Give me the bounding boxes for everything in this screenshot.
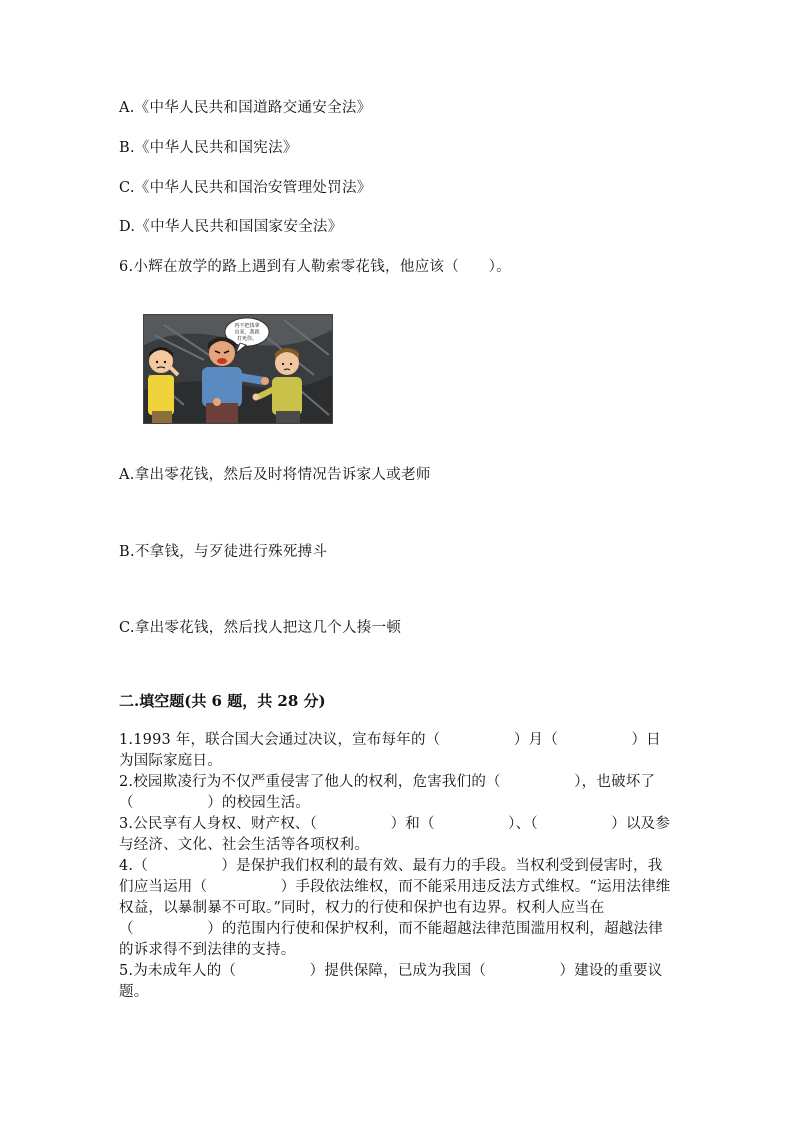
bullying-illustration — [143, 314, 333, 424]
speech-line-2: 出来，我就 — [234, 329, 260, 336]
q6-option-b: B.不拿钱，与歹徒进行殊死搏斗 — [119, 544, 328, 560]
q5-option-a: A.《中华人民共和国道路交通安全法》 — [119, 100, 372, 116]
speech-line-1: 再不把钱拿 — [234, 323, 260, 329]
fill-question-5: 5.为未成年人的（ ）提供保障，已成为我国（ ）建设的重要议题。 — [119, 963, 663, 1000]
q6-stem: 6.小辉在放学的路上遇到有人勒索零花钱，他应该（ ）。 — [119, 259, 511, 275]
fill-question-4: 4.（ ）是保护我们权利的最有效、最有力的手段。当权利受到侵害时，我们应当运用（ ）手段依法维权，而不能采用违反法方式维权。“运用法律维权益，以暴制暴不可取。”同时，权力的行使和保护也有边界。权利人应当在（ ）的范围内行使和保护权利，而不能超越法律范围滥用权利，超越法律的诉求得不到法律的支持。 — [119, 858, 671, 958]
speech-line-3: 打死你。 — [236, 336, 258, 342]
illustration-svg — [144, 315, 332, 423]
fill-question-3: 3.公民享有人身权、财产权、（ ）和（ ）、（ ）以及参与经济、文化、社会生活等各项权利。 — [119, 816, 671, 853]
q5-option-b: B.《中华人民共和国宪法》 — [119, 140, 298, 156]
fill-question-1: 1.1993 年，联合国大会通过决议，宣布每年的（ ）月（ ）日为国际家庭日。 — [119, 732, 661, 769]
q6-option-a: A.拿出零花钱，然后及时将情况告诉家人或老师 — [119, 467, 431, 483]
q5-option-c: C.《中华人民共和国治安管理处罚法》 — [119, 180, 372, 196]
q5-option-d: D.《中华人民共和国国家安全法》 — [119, 219, 343, 235]
fill-in-questions — [119, 730, 675, 1003]
section2-title: 二.填空题(共 6 题，共 28 分) — [119, 692, 326, 710]
q6-option-c: C.拿出零花钱，然后找人把这几个人揍一顿 — [119, 620, 402, 636]
fill-question-2: 2.校园欺凌行为不仅严重侵害了他人的权利，危害我们的（ ），也破坏了（ ）的校园生活。 — [119, 774, 656, 811]
